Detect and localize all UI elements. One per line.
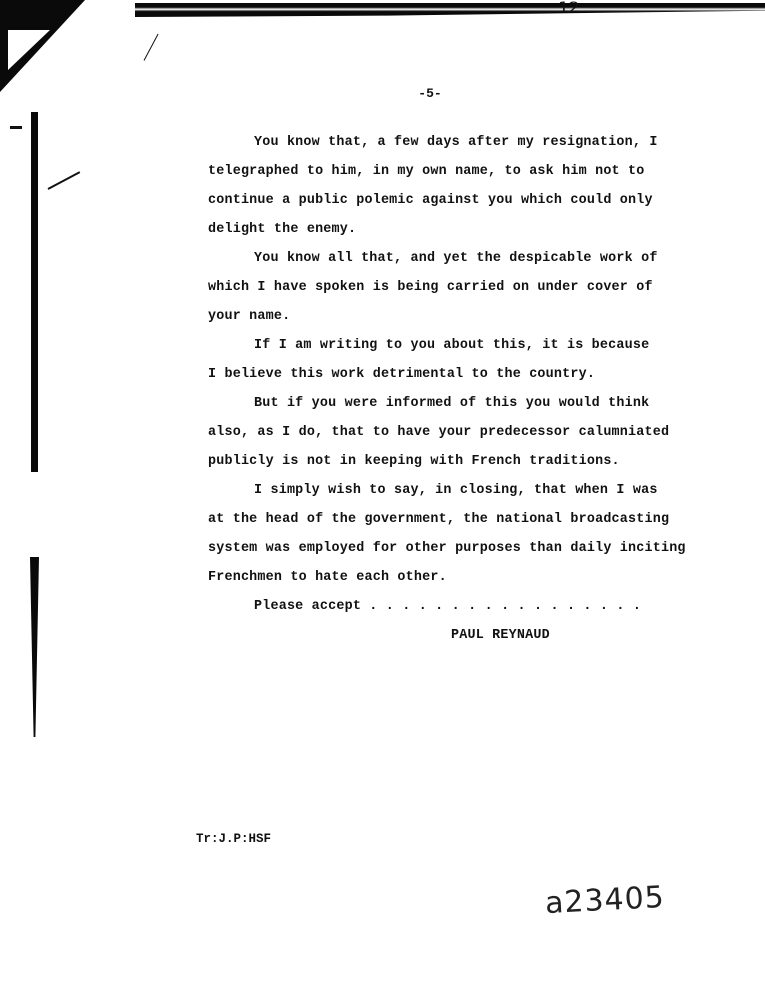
text-line: But if you were informed of this you would think xyxy=(254,396,650,411)
scan-left-edge-bar xyxy=(31,112,38,472)
scan-corner-highlight xyxy=(8,30,50,70)
paragraph xyxy=(208,128,748,244)
scan-stroke-artifact xyxy=(48,171,81,190)
text-line: delight the enemy. xyxy=(208,222,357,237)
handwritten-number: a23405 xyxy=(544,879,666,922)
text-line: I simply wish to say, in closing, that when I was xyxy=(254,483,658,498)
text-line: your name. xyxy=(208,309,291,324)
text-line: If I am writing to you about this, it is because xyxy=(254,338,650,353)
scan-top-edge-artifact xyxy=(135,3,765,17)
text-line: Frenchmen to hate each other. xyxy=(208,570,447,585)
text-line: You know all that, and yet the despicable work of xyxy=(254,251,658,266)
text-line: which I have spoken is being carried on under cover of xyxy=(208,280,653,295)
text-line: telegraphed to him, in my own name, to ask him not to xyxy=(208,164,645,179)
text-line: system was employed for other purposes than daily inciting xyxy=(208,541,686,556)
text-line: I believe this work detrimental to the country. xyxy=(208,367,596,382)
paragraph xyxy=(208,244,748,331)
scan-left-edge-bar-lower xyxy=(30,557,39,737)
letter-body xyxy=(208,128,748,650)
scan-stroke-artifact xyxy=(10,126,22,129)
signature: PAUL REYNAUD xyxy=(451,628,550,643)
page-number: -5- xyxy=(418,86,442,101)
reference-initials: Tr:J.P:HSF xyxy=(196,832,272,846)
text-line: also, as I do, that to have your predecessor calumniated xyxy=(208,425,670,440)
paragraph xyxy=(208,476,748,592)
text-line: continue a public polemic against you which could only xyxy=(208,193,653,208)
text-line: You know that, a few days after my resignation, I xyxy=(254,135,658,150)
text-line: publicly is not in keeping with French traditions. xyxy=(208,454,620,469)
top-margin-mark: 12 xyxy=(558,0,580,16)
paragraph xyxy=(208,331,748,389)
text-line: at the head of the government, the national broadcasting xyxy=(208,512,670,527)
closing-line: Please accept . . . . . . . . . . . . . . . . . xyxy=(254,599,642,614)
paragraph xyxy=(208,389,748,476)
scan-stroke-artifact xyxy=(144,34,159,61)
